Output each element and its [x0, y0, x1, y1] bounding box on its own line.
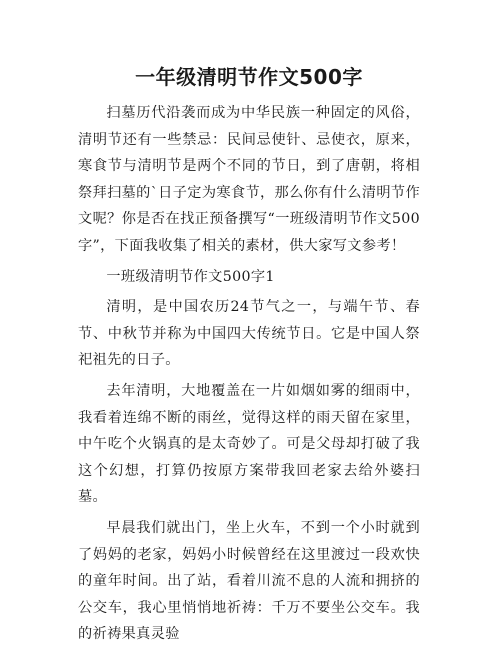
document-title: 一年级清明节作文500字	[135, 65, 363, 89]
paragraph-morning: 早晨我们就出门，坐上火车，不到一个小时就到了妈妈的老家，妈妈小时候曾经在这里渡过一段欢快的童年时间。出了站，看着川流不息的人流和拥挤的公交车，我心里悄悄地祈祷：千万不要坐公交车。我的祈祷果真灵验	[78, 519, 420, 643]
paragraph-last-year: 去年清明，大地覆盖在一片如烟如雾的细雨中，我看着连绵不断的雨丝，觉得这样的雨天留在家里，中午吃个火锅真的是太奇妙了。可是父母却打破了我这个幻想，打算仍按原方案带我回老家去给外婆扫墓。	[78, 382, 420, 506]
paragraph-intro: 扫墓历代沿袭而成为中华民族一种固定的风俗，清明节还有一些禁忌：民间忌使针、忌使衣，原来，寒食节与清明节是两个不同的节日，到了唐朝，将相祭拜扫墓的`日子定为寒食节，那么你有什么清明节作文呢？你是否在找正预备撰写“一班级清明节作文500字”，下面我收集了相关的素材，供大家写文参考！	[78, 105, 420, 254]
paragraph-qingming: 清明，是中国农历24节气之一，与端午节、春节、中秋节并称为中国四大传统节日。它是中国人祭祀祖先的日子。	[78, 299, 420, 369]
paragraph-subtitle: 一班级清明节作文500字1	[106, 268, 275, 285]
